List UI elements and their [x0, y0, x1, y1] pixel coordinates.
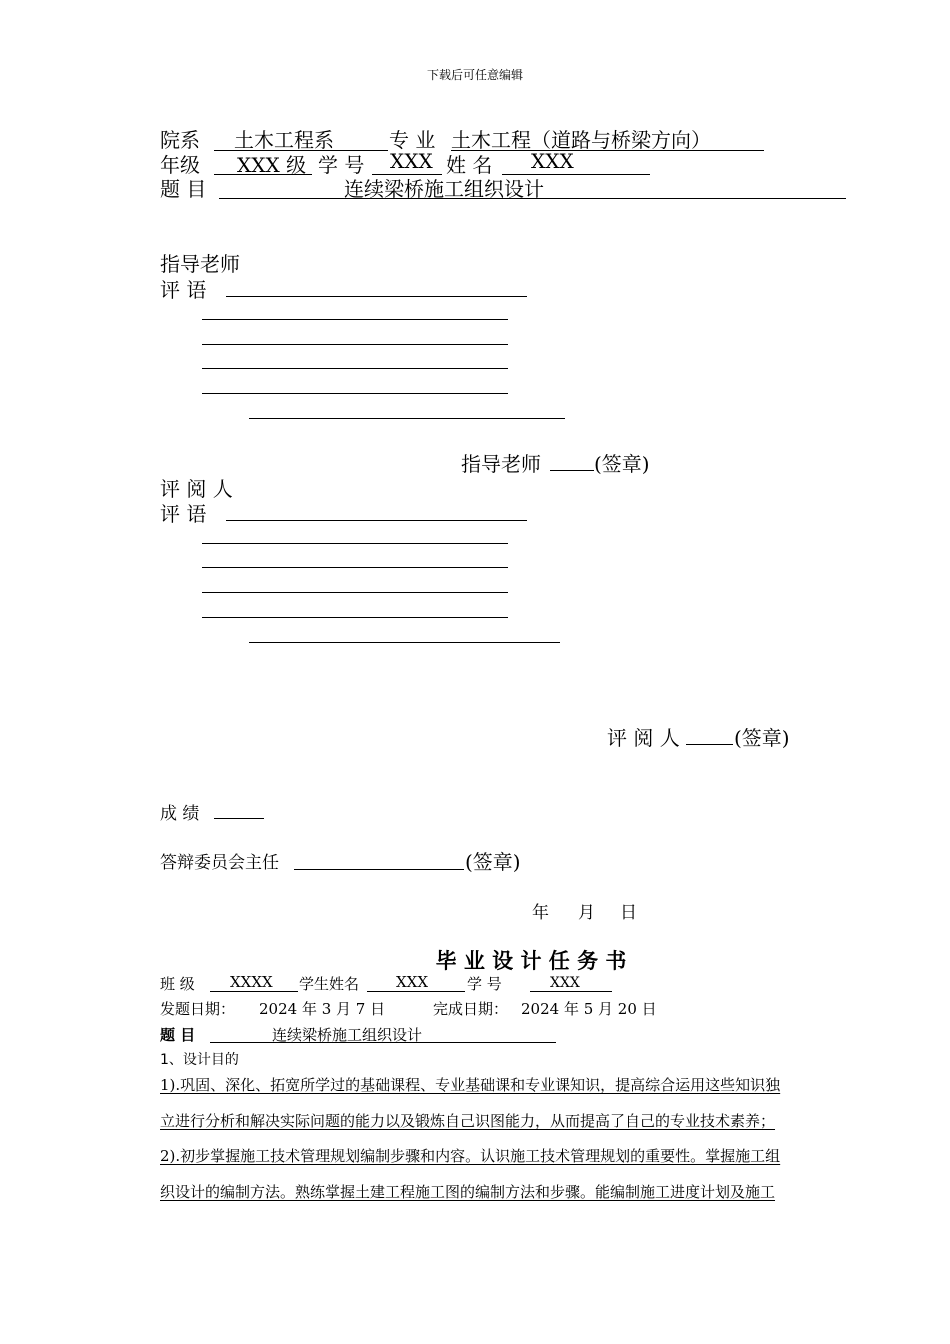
reviewer-comment-line — [202, 592, 508, 593]
task-book-title: 毕 业 设 计 任 务 书 — [435, 949, 627, 973]
reviewer-comment-line — [202, 543, 508, 544]
paragraph-line: 1).巩固、深化、拓宽所学过的基础课程、专业基础课和专业课知识，提高综合运用这些知识独 — [160, 1076, 781, 1094]
reviewer-comment-line — [226, 520, 527, 521]
advisor-heading: 指导老师 — [160, 252, 240, 276]
reviewer-comment-line — [202, 617, 508, 618]
committee-label: 答辩委员会主任 — [160, 853, 279, 873]
advisor-comment-line — [202, 319, 508, 320]
task-student-no-value: XXX — [550, 975, 580, 991]
major-label: 专 业 — [389, 128, 436, 152]
grade-value: XXX 级 — [237, 153, 307, 177]
date-day: 日 — [620, 903, 637, 923]
page-header-note: 下载后可任意编辑 — [426, 68, 523, 82]
student-name-label: 学生姓名 — [299, 975, 360, 993]
paragraph-line: 立进行分析和解决实际问题的能力以及锻炼自己识图能力，从而提高了自己的专业技术素养； — [160, 1112, 776, 1130]
major-value: 土木工程（道路与桥梁方向） — [451, 128, 711, 152]
reviewer-sign-line — [686, 744, 733, 745]
class-label: 班 级 — [160, 975, 195, 993]
paragraph-line: 2).初步掌握施工技术管理规划编制步骤和内容。认识施工技术管理规划的重要性。掌握施工组 — [160, 1147, 781, 1165]
advisor-comment-line — [226, 296, 527, 297]
section1-heading: 1、设计目的 — [160, 1052, 239, 1068]
task-student-no-label: 学 号 — [467, 975, 502, 993]
due-date-value: 2024 年 5 月 20 日 — [521, 1000, 657, 1018]
reviewer-comment-line — [202, 567, 508, 568]
name-value: XXX — [531, 149, 574, 173]
topic-value: 连续梁桥施工组织设计 — [344, 177, 544, 201]
student-name-value: XXX — [396, 973, 429, 991]
advisor-comment-line — [202, 344, 508, 345]
paragraph-line: 织设计的编制方法。熟练掌握土建工程施工图的编制方法和步骤。能编制施工进度计划及施工 — [160, 1183, 776, 1201]
issue-date-label: 发题日期： — [160, 1000, 236, 1018]
dept-label: 院系 — [160, 128, 200, 152]
grade-label: 年级 — [160, 153, 200, 177]
student-name-underline — [367, 991, 465, 992]
topic-label: 题 目 — [160, 177, 207, 201]
advisor-comment-label: 评 语 — [160, 278, 207, 302]
name-label: 姓 名 — [446, 153, 493, 177]
reviewer-heading: 评 阅 人 — [160, 477, 233, 501]
student-no-value: XXX — [390, 149, 433, 173]
task-topic-value: 连续梁桥施工组织设计 — [272, 1026, 423, 1044]
committee-sign-suffix: (签章) — [465, 850, 521, 874]
task-topic-underline — [210, 1042, 556, 1043]
reviewer-sign-suffix: (签章) — [734, 726, 790, 750]
reviewer-sign-label: 评 阅 人 — [607, 726, 680, 750]
score-label: 成 绩 — [160, 804, 200, 824]
student-no-label: 学 号 — [318, 153, 365, 177]
task-student-no-underline — [530, 991, 612, 992]
date-month: 月 — [578, 903, 595, 923]
score-line — [214, 818, 264, 819]
task-topic-label: 题 目 — [160, 1026, 196, 1044]
date-year: 年 — [532, 903, 549, 923]
topic-underline — [219, 198, 846, 199]
advisor-sign-suffix: (签章) — [594, 452, 650, 476]
due-date-label: 完成日期： — [433, 1000, 509, 1018]
advisor-sign-line — [550, 470, 594, 471]
issue-date-value: 2024 年 3 月 7 日 — [259, 1000, 386, 1018]
dept-value: 土木工程系 — [234, 128, 334, 152]
reviewer-comment-line — [249, 642, 560, 643]
reviewer-comment-label: 评 语 — [160, 502, 207, 526]
advisor-comment-line — [202, 368, 508, 369]
class-underline — [210, 991, 298, 992]
grade-underline — [214, 174, 312, 175]
advisor-sign-label: 指导老师 — [461, 452, 541, 476]
major-underline — [451, 150, 764, 151]
advisor-comment-line — [249, 418, 565, 419]
class-value: XXXX — [230, 973, 273, 991]
committee-sign-line — [294, 869, 464, 870]
advisor-comment-line — [202, 393, 508, 394]
